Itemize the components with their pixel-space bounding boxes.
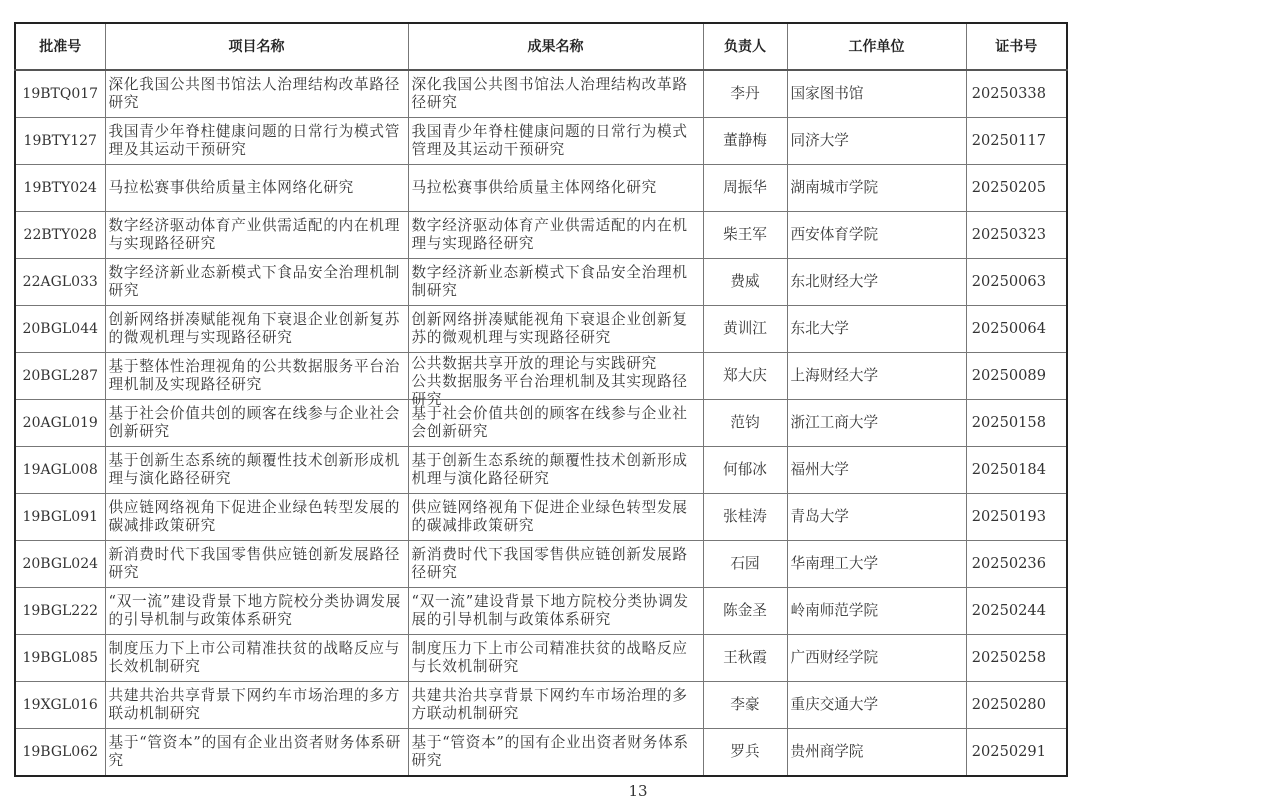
approval-number: 20BGL287 <box>15 353 105 400</box>
work-unit: 湖南城市学院 <box>787 165 966 212</box>
work-unit: 重庆交通大学 <box>787 682 966 729</box>
certificate-number: 20250280 <box>966 682 1067 729</box>
certificate-number: 20250323 <box>966 212 1067 259</box>
project-name-cell <box>105 353 408 400</box>
result-name-line: “双一流”建设背景下地方院校分类协调发展的引导机制与政策体系研究 <box>411 593 689 628</box>
certificate-number: 20250291 <box>966 729 1067 777</box>
leader: 周振华 <box>703 165 787 212</box>
result-name-cell <box>408 541 703 588</box>
leader: 李豪 <box>703 682 787 729</box>
result-name-line: 基于社会价值共创的顾客在线参与企业社会创新研究 <box>411 405 688 440</box>
table-row <box>15 306 1067 353</box>
result-name-cell <box>408 306 703 353</box>
leader: 石园 <box>703 541 787 588</box>
result-name <box>412 541 701 587</box>
project-name-cell <box>105 400 408 447</box>
header-unit: 工作单位 <box>787 23 966 70</box>
certificate-number: 20250064 <box>966 306 1067 353</box>
approval-number: 19BGL062 <box>15 729 105 777</box>
header-leader: 负责人 <box>703 23 787 70</box>
project-name: “双一流”建设背景下地方院校分类协调发展的引导机制与政策体系研究 <box>108 593 402 628</box>
result-name <box>411 353 701 408</box>
certificate-number: 20250158 <box>966 400 1067 447</box>
certificate-number: 20250338 <box>966 70 1067 118</box>
project-name: 基于创新生态系统的颠覆性技术创新形成机理与演化路径研究 <box>108 452 401 487</box>
header-approval-number: 批准号 <box>15 23 105 70</box>
result-name-line: 公共数据服务平台治理机制及其实现路径研究 <box>411 373 688 408</box>
work-unit: 福州大学 <box>787 447 966 494</box>
project-name-cell <box>105 259 408 306</box>
leader: 王秋霞 <box>703 635 787 682</box>
result-name-line: 深化我国公共图书馆法人治理结构改革路径研究 <box>411 76 688 111</box>
project-name-cell <box>105 494 408 541</box>
result-name-cell <box>408 447 703 494</box>
approval-number: 19AGL008 <box>15 447 105 494</box>
project-name-cell <box>105 588 408 635</box>
project-name-cell <box>105 306 408 353</box>
table-row <box>15 447 1067 494</box>
approval-number: 19BTY127 <box>15 118 105 165</box>
result-name-cell <box>408 494 703 541</box>
project-name: 数字经济新业态新模式下食品安全治理机制研究 <box>108 264 401 299</box>
approval-number: 19XGL016 <box>15 682 105 729</box>
result-name-cell <box>408 118 703 165</box>
certificate-number: 20250244 <box>966 588 1067 635</box>
result-name <box>412 447 701 493</box>
project-name: 新消费时代下我国零售供应链创新发展路径研究 <box>108 546 401 581</box>
work-unit: 东北财经大学 <box>787 259 966 306</box>
project-name: 马拉松赛事供给质量主体网络化研究 <box>108 179 355 196</box>
project-name-cell <box>105 729 408 777</box>
header-result-name: 成果名称 <box>408 23 703 70</box>
result-name <box>412 729 701 775</box>
table-row <box>15 541 1067 588</box>
result-name-cell <box>408 70 703 118</box>
project-name-cell <box>105 70 408 118</box>
project-name: 供应链网络视角下促进企业绿色转型发展的碳减排政策研究 <box>108 499 401 534</box>
project-name: 我国青少年脊柱健康问题的日常行为模式管理及其运动干预研究 <box>108 123 401 158</box>
table-row <box>15 165 1067 212</box>
approval-number: 22BTY028 <box>15 212 105 259</box>
table-row <box>15 588 1067 635</box>
leader: 费威 <box>703 259 787 306</box>
table-row <box>15 212 1067 259</box>
work-unit: 贵州商学院 <box>787 729 966 777</box>
result-name <box>412 71 701 117</box>
approval-number: 19BGL085 <box>15 635 105 682</box>
result-name <box>412 682 701 728</box>
project-name: 制度压力下上市公司精准扶贫的战略反应与长效机制研究 <box>108 640 401 675</box>
leader: 罗兵 <box>703 729 787 777</box>
header-row <box>15 23 1067 70</box>
project-name-cell <box>105 212 408 259</box>
approval-number: 19BTQ017 <box>15 70 105 118</box>
leader: 董静梅 <box>703 118 787 165</box>
result-name-cell <box>408 165 703 212</box>
result-name-line: 基于“管资本”的国有企业出资者财务体系研究 <box>411 734 689 769</box>
work-unit: 华南理工大学 <box>787 541 966 588</box>
certificate-number: 20250193 <box>966 494 1067 541</box>
result-name-line: 新消费时代下我国零售供应链创新发展路径研究 <box>411 546 688 581</box>
work-unit: 上海财经大学 <box>787 353 966 400</box>
result-name <box>412 165 701 211</box>
result-name-line: 制度压力下上市公司精准扶贫的战略反应与长效机制研究 <box>411 640 688 675</box>
result-name-cell <box>408 353 703 408</box>
result-name-cell <box>408 588 703 635</box>
project-name-cell <box>105 165 408 212</box>
table-row <box>15 682 1067 729</box>
table-row <box>15 635 1067 682</box>
result-name-cell <box>408 729 703 777</box>
project-name: 基于社会价值共创的顾客在线参与企业社会创新研究 <box>108 405 401 440</box>
certificate-number: 20250063 <box>966 259 1067 306</box>
result-name <box>412 635 701 681</box>
table-row <box>15 70 1067 118</box>
result-name-cell <box>408 682 703 729</box>
result-name-line: 马拉松赛事供给质量主体网络化研究 <box>411 179 658 196</box>
work-unit: 国家图书馆 <box>787 70 966 118</box>
page-number: 13 <box>628 782 648 800</box>
leader: 郑大庆 <box>703 353 787 400</box>
result-name-line: 公共数据共享开放的理论与实践研究 <box>411 355 658 372</box>
table-row <box>15 259 1067 306</box>
result-name-cell <box>408 400 703 447</box>
table-row <box>15 118 1067 165</box>
table-body <box>15 70 1067 776</box>
leader: 何郁冰 <box>703 447 787 494</box>
awards-table <box>14 22 1068 777</box>
result-name-line: 创新网络拼凑赋能视角下衰退企业创新复苏的微观机理与实现路径研究 <box>411 311 688 346</box>
result-name <box>412 306 701 352</box>
certificate-number: 20250258 <box>966 635 1067 682</box>
table-row <box>15 494 1067 541</box>
certificate-number: 20250184 <box>966 447 1067 494</box>
project-name: 深化我国公共图书馆法人治理结构改革路径研究 <box>108 76 401 111</box>
certificate-number: 20250089 <box>966 353 1067 400</box>
leader: 张桂涛 <box>703 494 787 541</box>
leader: 柴王军 <box>703 212 787 259</box>
table-row <box>15 353 1067 400</box>
table-row <box>15 400 1067 447</box>
result-name-line: 共建共治共享背景下网约车市场治理的多方联动机制研究 <box>411 687 688 722</box>
approval-number: 22AGL033 <box>15 259 105 306</box>
result-name <box>412 588 701 634</box>
result-name-cell <box>408 635 703 682</box>
project-name: 共建共治共享背景下网约车市场治理的多方联动机制研究 <box>108 687 401 722</box>
work-unit: 岭南师范学院 <box>787 588 966 635</box>
certificate-number: 20250236 <box>966 541 1067 588</box>
project-name: 基于整体性治理视角的公共数据服务平台治理机制及实现路径研究 <box>108 358 401 393</box>
project-name-cell <box>105 635 408 682</box>
work-unit: 西安体育学院 <box>787 212 966 259</box>
project-name-cell <box>105 682 408 729</box>
leader: 范钧 <box>703 400 787 447</box>
project-name: 数字经济驱动体育产业供需适配的内在机理与实现路径研究 <box>108 217 401 252</box>
leader: 黄训江 <box>703 306 787 353</box>
work-unit: 浙江工商大学 <box>787 400 966 447</box>
project-name-cell <box>105 118 408 165</box>
result-name <box>412 259 701 305</box>
work-unit: 青岛大学 <box>787 494 966 541</box>
result-name-line: 数字经济新业态新模式下食品安全治理机制研究 <box>411 264 688 299</box>
result-name <box>412 494 701 540</box>
approval-number: 19BGL091 <box>15 494 105 541</box>
result-name-line: 基于创新生态系统的颠覆性技术创新形成机理与演化路径研究 <box>411 452 688 487</box>
result-name-cell <box>408 212 703 259</box>
result-name-line: 数字经济驱动体育产业供需适配的内在机理与实现路径研究 <box>411 217 688 252</box>
project-name-cell <box>105 541 408 588</box>
header-project-name: 项目名称 <box>105 23 408 70</box>
work-unit: 同济大学 <box>787 118 966 165</box>
result-name <box>412 118 701 164</box>
result-name-cell <box>408 259 703 306</box>
result-name <box>412 212 701 258</box>
leader: 陈金圣 <box>703 588 787 635</box>
certificate-number: 20250205 <box>966 165 1067 212</box>
project-name-cell <box>105 447 408 494</box>
result-name <box>412 400 701 446</box>
project-name: 创新网络拼凑赋能视角下衰退企业创新复苏的微观机理与实现路径研究 <box>108 311 401 346</box>
work-unit: 东北大学 <box>787 306 966 353</box>
result-name-line: 供应链网络视角下促进企业绿色转型发展的碳减排政策研究 <box>411 499 688 534</box>
header-certificate-number: 证书号 <box>966 23 1067 70</box>
approval-number: 19BTY024 <box>15 165 105 212</box>
certificate-number: 20250117 <box>966 118 1067 165</box>
leader: 李丹 <box>703 70 787 118</box>
table-row <box>15 729 1067 777</box>
work-unit: 广西财经学院 <box>787 635 966 682</box>
approval-number: 20BGL024 <box>15 541 105 588</box>
approval-number: 19BGL222 <box>15 588 105 635</box>
approval-number: 20BGL044 <box>15 306 105 353</box>
approval-number: 20AGL019 <box>15 400 105 447</box>
project-name: 基于“管资本”的国有企业出资者财务体系研究 <box>108 734 402 769</box>
result-name-line: 我国青少年脊柱健康问题的日常行为模式管理及其运动干预研究 <box>411 123 688 158</box>
